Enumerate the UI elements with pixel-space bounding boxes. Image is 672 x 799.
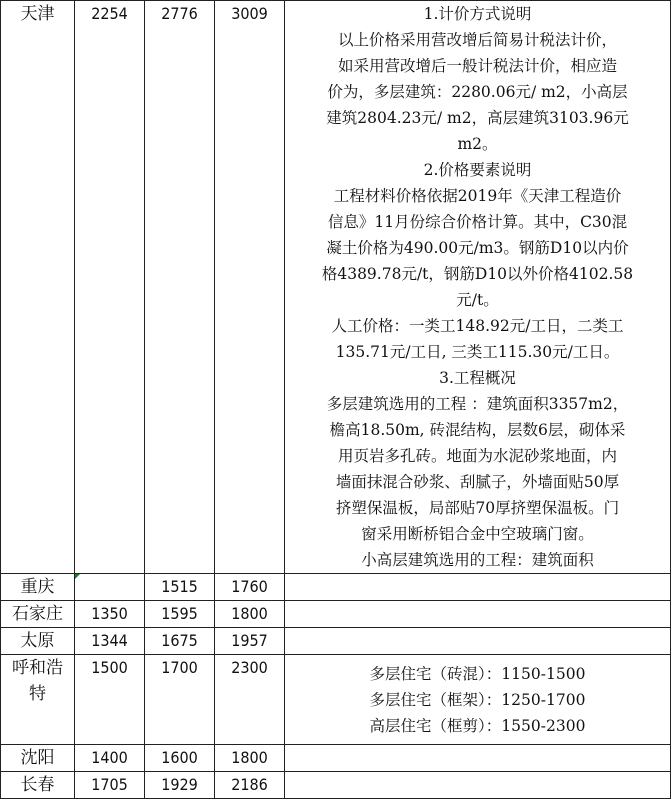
- note-line: 凝土价格为490.00元/m3。钢筋D10以内价: [326, 239, 629, 257]
- table-row-shijiazhuang: [1, 601, 671, 628]
- city-cell[interactable]: 沈阳: [1, 745, 75, 772]
- note-line: 窗采用断桥铝合金中空玻璃门窗。: [361, 525, 594, 543]
- note-cell[interactable]: [285, 772, 671, 799]
- price-cell-multi-storey[interactable]: [75, 574, 145, 601]
- city-cell[interactable]: [1, 655, 75, 745]
- price-cell-multi-storey[interactable]: 1350: [75, 601, 145, 628]
- table-row-taiyuan: [1, 628, 671, 655]
- city-cell[interactable]: 天津: [1, 1, 75, 574]
- note-line: 用页岩多孔砖。地面为水泥砂浆地面，内: [337, 447, 617, 465]
- note-line: 多层住宅（框架）：1250-1700: [369, 690, 586, 709]
- note-line: 檐高18.50m, 砖混结构，层数6层，砌体采: [329, 421, 626, 439]
- note-line: 多层建筑选用的工程 ：建筑面积3357m2，: [326, 395, 629, 413]
- city-name-line: 呼和浩: [12, 658, 63, 678]
- note-line: 价为，多层建筑：2280.06元/ m2，小高层: [327, 83, 628, 101]
- price-cell-small-high-rise[interactable]: 1515: [145, 574, 215, 601]
- price-cell-high-rise[interactable]: 3009: [215, 1, 285, 574]
- note-line: 元/t。: [456, 291, 499, 309]
- table-row-chongqing: [1, 574, 671, 601]
- note-cell[interactable]: [285, 628, 671, 655]
- table-row-hohhot: [1, 655, 671, 745]
- price-cell-high-rise[interactable]: 1760: [215, 574, 285, 601]
- note-cell[interactable]: [285, 655, 671, 745]
- price-cell-small-high-rise[interactable]: 2776: [145, 1, 215, 574]
- price-cell-multi-storey[interactable]: 1705: [75, 772, 145, 799]
- price-cell-small-high-rise[interactable]: 1600: [145, 745, 215, 772]
- note-line: 人工价格：一类工148.92元/工日，二类工: [331, 317, 624, 335]
- note-line: 信息》11月份综合价格计算。其中，C30混: [327, 213, 628, 231]
- city-cell[interactable]: 长春: [1, 772, 75, 799]
- price-cell-high-rise[interactable]: 1957: [215, 628, 285, 655]
- price-cell-multi-storey[interactable]: 1500: [75, 655, 145, 745]
- price-cell-high-rise[interactable]: 1800: [215, 601, 285, 628]
- note-line: 多层住宅（砖混）：1150-1500: [369, 664, 586, 683]
- note-line: 高层住宅（框剪）：1550-2300: [369, 716, 586, 735]
- table-row-shenyang: [1, 745, 671, 772]
- note-cell[interactable]: [285, 601, 671, 628]
- note-line: m2。: [457, 135, 498, 153]
- city-name-line: 特: [29, 684, 46, 704]
- note-line: 小高层建筑选用的工程：建筑面积: [361, 551, 594, 569]
- city-cell[interactable]: 石家庄: [1, 601, 75, 628]
- note-line: 如采用营改增后一般计税法计价，相应造: [337, 57, 617, 75]
- price-cell-small-high-rise[interactable]: 1595: [145, 601, 215, 628]
- note-cell[interactable]: [285, 1, 671, 574]
- cell-comment-marker: [75, 574, 80, 579]
- note-line: 墙面抹混合砂浆、刮腻子，外墙面贴50厚: [335, 473, 620, 491]
- note-line: 135.71元/工日, 三类工115.30元/工日。: [335, 343, 620, 361]
- price-cell-multi-storey[interactable]: 2254: [75, 1, 145, 574]
- price-cell-high-rise[interactable]: 2186: [215, 772, 285, 799]
- note-line: 建筑2804.23元/ m2，高层建筑3103.96元: [326, 109, 629, 127]
- price-cell-high-rise[interactable]: 2300: [215, 655, 285, 745]
- city-cell[interactable]: 重庆: [1, 574, 75, 601]
- note-line: 工程材料价格依据2019年《天津工程造价: [333, 187, 622, 205]
- price-cell-multi-storey[interactable]: 1400: [75, 745, 145, 772]
- price-cell-small-high-rise[interactable]: 1700: [145, 655, 215, 745]
- price-cell-small-high-rise[interactable]: 1675: [145, 628, 215, 655]
- note-line: 1.计价方式说明: [423, 5, 532, 23]
- note-line: 挤塑保温板，局部贴70厚挤塑保温板。门: [335, 499, 620, 517]
- price-cell-small-high-rise[interactable]: 1929: [145, 772, 215, 799]
- price-cell-high-rise[interactable]: 1800: [215, 745, 285, 772]
- note-line: 2.价格要素说明: [423, 161, 532, 179]
- city-cell[interactable]: 太原: [1, 628, 75, 655]
- table-row-tianjin: [1, 1, 671, 574]
- note-cell[interactable]: [285, 745, 671, 772]
- note-line: 以上价格采用营改增后简易计税法计价，: [337, 31, 617, 49]
- price-cell-multi-storey[interactable]: 1344: [75, 628, 145, 655]
- note-cell[interactable]: [285, 574, 671, 601]
- table-row-changchun: [1, 772, 671, 799]
- note-line: 3.工程概况: [439, 369, 516, 387]
- note-line: 格4389.78元/t，钢筋D10以外价格4102.58: [321, 265, 634, 283]
